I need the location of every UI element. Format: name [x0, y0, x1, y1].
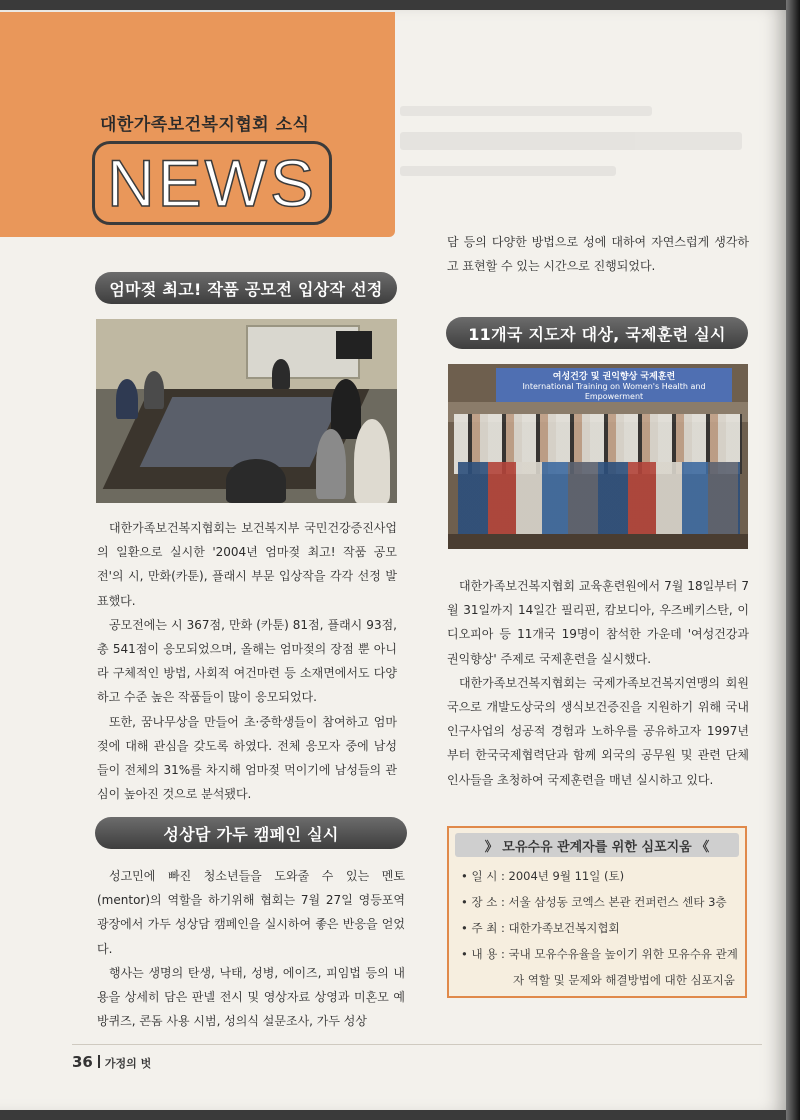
symposium-row-host: [461, 920, 620, 936]
page-number: 36: [72, 1053, 93, 1071]
row-label: • 장 소 :: [461, 895, 505, 909]
symposium-box: [447, 826, 747, 998]
section-title: 대한가족보건복지협회 소식: [100, 115, 310, 135]
bleed-through-text: [400, 90, 760, 230]
magazine-name: 가정의 벗: [104, 1057, 152, 1070]
row-value: 2004년 9월 11일 (토): [508, 869, 625, 883]
article2-body: [97, 864, 405, 1033]
article1-paragraph: 대한가족보건복지협회는 보건복지부 국민건강증진사업의 일환으로 실시한 '2004년 엄마젖 최고! 작품 공모전'의 시, 만화(카툰), 플래시 부문 입상작을 각각 선정 발표했다.: [97, 521, 397, 608]
row-value: 서울 삼성동 코엑스 본관 컨퍼런스 센타 3층: [508, 895, 727, 909]
meeting-photo: [96, 319, 397, 503]
symposium-title: 》 모유수유 관계자를 위한 심포지움 《: [455, 833, 739, 857]
article2-cont-paragraph: 담 등의 다양한 방법으로 성에 대하여 자연스럽게 생각하고 표현할 수 있는 시간으로 진행되었다.: [447, 235, 749, 274]
article3-title: 11개국 지도자 대상, 국제훈련 실시: [446, 317, 748, 349]
article2-paragraph: 행사는 생명의 탄생, 낙태, 성병, 에이즈, 피임법 등의 내용을 상세히 담은 판넬 전시 및 영상자료 상영과 미혼모 예방퀴즈, 콘돔 사용 시범, 성의식 설문조사, 가두 성상: [97, 965, 405, 1029]
row-value: 국내 모유수유율을 높이기 위한 모유수유 관계: [508, 947, 738, 961]
row-label: • 내 용 :: [461, 947, 505, 961]
row-label: • 주 최 :: [461, 921, 505, 935]
news-logo: NEWS: [92, 141, 332, 225]
symposium-row-content: [461, 946, 738, 962]
article3-paragraph: 대한가족보건복지협회 교육훈련원에서 7월 18일부터 7월 31일까지 14일간 필리핀, 캄보디아, 우즈베키스탄, 이디오피아 등 11개국 19명이 참석한 가운데 '여성건강과 권익향상' 주제로 국제훈련을 실시했다.: [447, 579, 749, 666]
article3-body: [447, 574, 749, 792]
symposium-row-place: [461, 894, 727, 910]
article2-title: 성상담 가두 캠페인 실시: [95, 817, 407, 849]
group-photo: [448, 364, 748, 549]
article3-paragraph: 대한가족보건복지협회는 국제가족보건복지연맹의 회원국으로 개발도상국의 생식보건증진을 지원하기 위해 국내 인구사업의 성공적 경험과 노하우를 공유하고자 1997년부터 한국국제협력단과 함께 외국의 공무원 및 관련 단체 인사들을 초청하여 국제훈련을 매년 실시하고 있다.: [447, 675, 749, 787]
article1-paragraph: 공모전에는 시 367점, 만화 (카툰) 81점, 플래시 93점, 총 541점이 응모되었으며, 올해는 엄마젖의 장점 뿐 아니라 구체적인 방법, 사회적 여건마련 등 소재면에서도 다양하고 수준 높은 작품들이 많이 응모되었다.: [97, 617, 397, 705]
row-label: • 일 시 :: [461, 869, 505, 883]
article1-body: [97, 516, 397, 806]
row-value: 대한가족보건복지협회: [508, 921, 620, 935]
page-spine-shadow: [786, 0, 800, 1120]
symposium-row-date: [461, 868, 624, 884]
footer-rule: [72, 1044, 762, 1045]
article1-title: 엄마젖 최고! 작품 공모전 입상작 선정: [95, 272, 397, 304]
page-footer: [72, 1053, 151, 1071]
symposium-row-content-cont: 자 역할 및 문제와 해결방법에 대한 심포지움: [513, 973, 735, 987]
article1-paragraph: 또한, 꿈나무상을 만들어 초·중학생들이 참여하고 엄마젖에 대해 관심을 갖도록 하였다. 전체 응모자 중에 남성들이 전체의 31%를 차지해 엄마젖 먹이기에 남성들의 관심이 높아진 것으로 분석됐다.: [97, 714, 397, 802]
photo-banner-korean: 여성건강 및 권익향상 국제훈련: [552, 372, 676, 382]
article2-paragraph: 성고민에 빠진 청소년들을 도와줄 수 있는 멘토(mentor)의 역할을 하기위해 협회는 7월 27일 영등포역 광장에서 가두 성상담 캠페인을 실시하여 좋은 반응을 얻었다.: [97, 869, 405, 956]
article2-continuation: [447, 230, 749, 278]
footer-separator: [98, 1055, 100, 1068]
photo-banner: [496, 368, 732, 402]
photo-banner-english: International Training on Women's Health and Empowerment: [522, 382, 706, 401]
